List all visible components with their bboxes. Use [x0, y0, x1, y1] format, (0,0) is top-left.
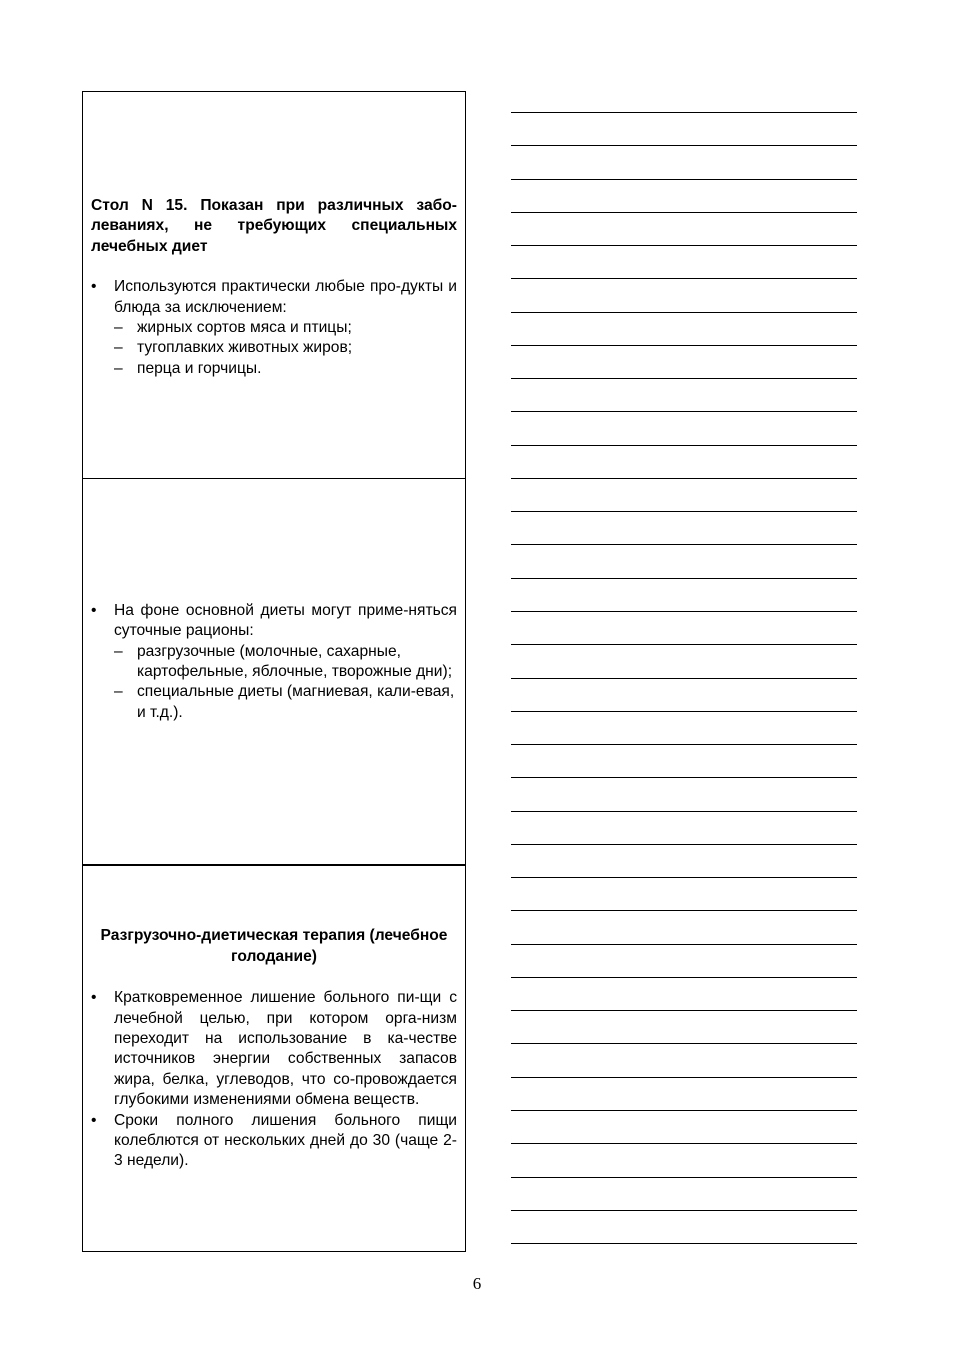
- sub-list: [114, 318, 457, 379]
- slide-diet-table-15: [82, 91, 466, 479]
- note-line: [511, 145, 857, 178]
- note-line: [511, 977, 857, 1010]
- note-line: [511, 445, 857, 478]
- note-line: [511, 1077, 857, 1110]
- slide-title: Разгрузочно-диетическая терапия (лечебное голодание): [100, 927, 448, 965]
- note-line: [511, 877, 857, 910]
- note-line: [511, 179, 857, 212]
- note-line: [511, 910, 857, 943]
- note-line: [511, 744, 857, 777]
- note-line: [511, 511, 857, 544]
- note-line: [511, 478, 857, 511]
- note-line: [511, 811, 857, 844]
- note-line: [511, 112, 857, 145]
- bullet-item: [91, 601, 457, 723]
- note-line: [511, 345, 857, 378]
- slide-content: [91, 196, 457, 379]
- bullet-item: [91, 277, 457, 379]
- slide-daily-rations: [82, 478, 466, 866]
- sub-item: – перца и горчицы.: [114, 359, 457, 379]
- note-line: [511, 711, 857, 744]
- note-line: [511, 611, 857, 644]
- sub-item: – разгрузочные (молочные, сахарные, картофельные, яблочные, творожные дни);: [114, 642, 457, 683]
- note-line: [511, 544, 857, 577]
- sub-list: [114, 642, 457, 724]
- note-line: [511, 678, 857, 711]
- bullet-text: Используются практически любые про-дукты и блюда за исключением:: [114, 278, 457, 316]
- note-line: [511, 212, 857, 245]
- slide-title: Стол N 15. Показан при различных забо-леваниях, не требующих специальных лечебных диет: [91, 197, 457, 255]
- sub-item: – специальные диеты (магниевая, кали-евая, и т.д.).: [114, 682, 457, 723]
- note-line: [511, 777, 857, 810]
- note-line: [511, 378, 857, 411]
- sub-item: – жирных сортов мяса и птицы;: [114, 318, 457, 338]
- note-line: [511, 245, 857, 278]
- bullet-list: [91, 277, 457, 379]
- slide-fasting-therapy: [82, 864, 466, 1252]
- slide-content: [91, 601, 457, 723]
- note-line: [511, 1243, 857, 1276]
- notes-lines: [511, 112, 857, 1276]
- page-number: 6: [472, 1274, 482, 1293]
- note-line: [511, 944, 857, 977]
- note-line: [511, 411, 857, 444]
- note-line: [511, 578, 857, 611]
- note-line: [511, 278, 857, 311]
- note-line: [511, 1010, 857, 1043]
- note-line: [511, 1177, 857, 1210]
- bullet-item: • Сроки полного лишения больного пищи колеблются от нескольких дней до 30 (чаще 2-3 недели).: [91, 1111, 457, 1172]
- note-line: [511, 312, 857, 345]
- bullet-item: • Кратковременное лишение больного пи-щи с лечебной целью, при котором орга-низм переходит на использование в ка-честве источников энергии собственных запасов жира, белка, углеводов, что со-провождается глубокими изменениями обмена веществ.: [91, 988, 457, 1110]
- note-line: [511, 1210, 857, 1243]
- slides-column: [82, 91, 466, 1252]
- note-line: [511, 844, 857, 877]
- note-line: [511, 1110, 857, 1143]
- bullet-list: [91, 988, 457, 1172]
- note-line: [511, 1043, 857, 1076]
- sub-item: – тугоплавких животных жиров;: [114, 338, 457, 358]
- bullet-list: [91, 601, 457, 723]
- slide-content: [91, 926, 457, 1171]
- note-line: [511, 1143, 857, 1176]
- bullet-text: На фоне основной диеты могут приме-няться суточные рационы:: [114, 601, 457, 640]
- note-line: [511, 644, 857, 677]
